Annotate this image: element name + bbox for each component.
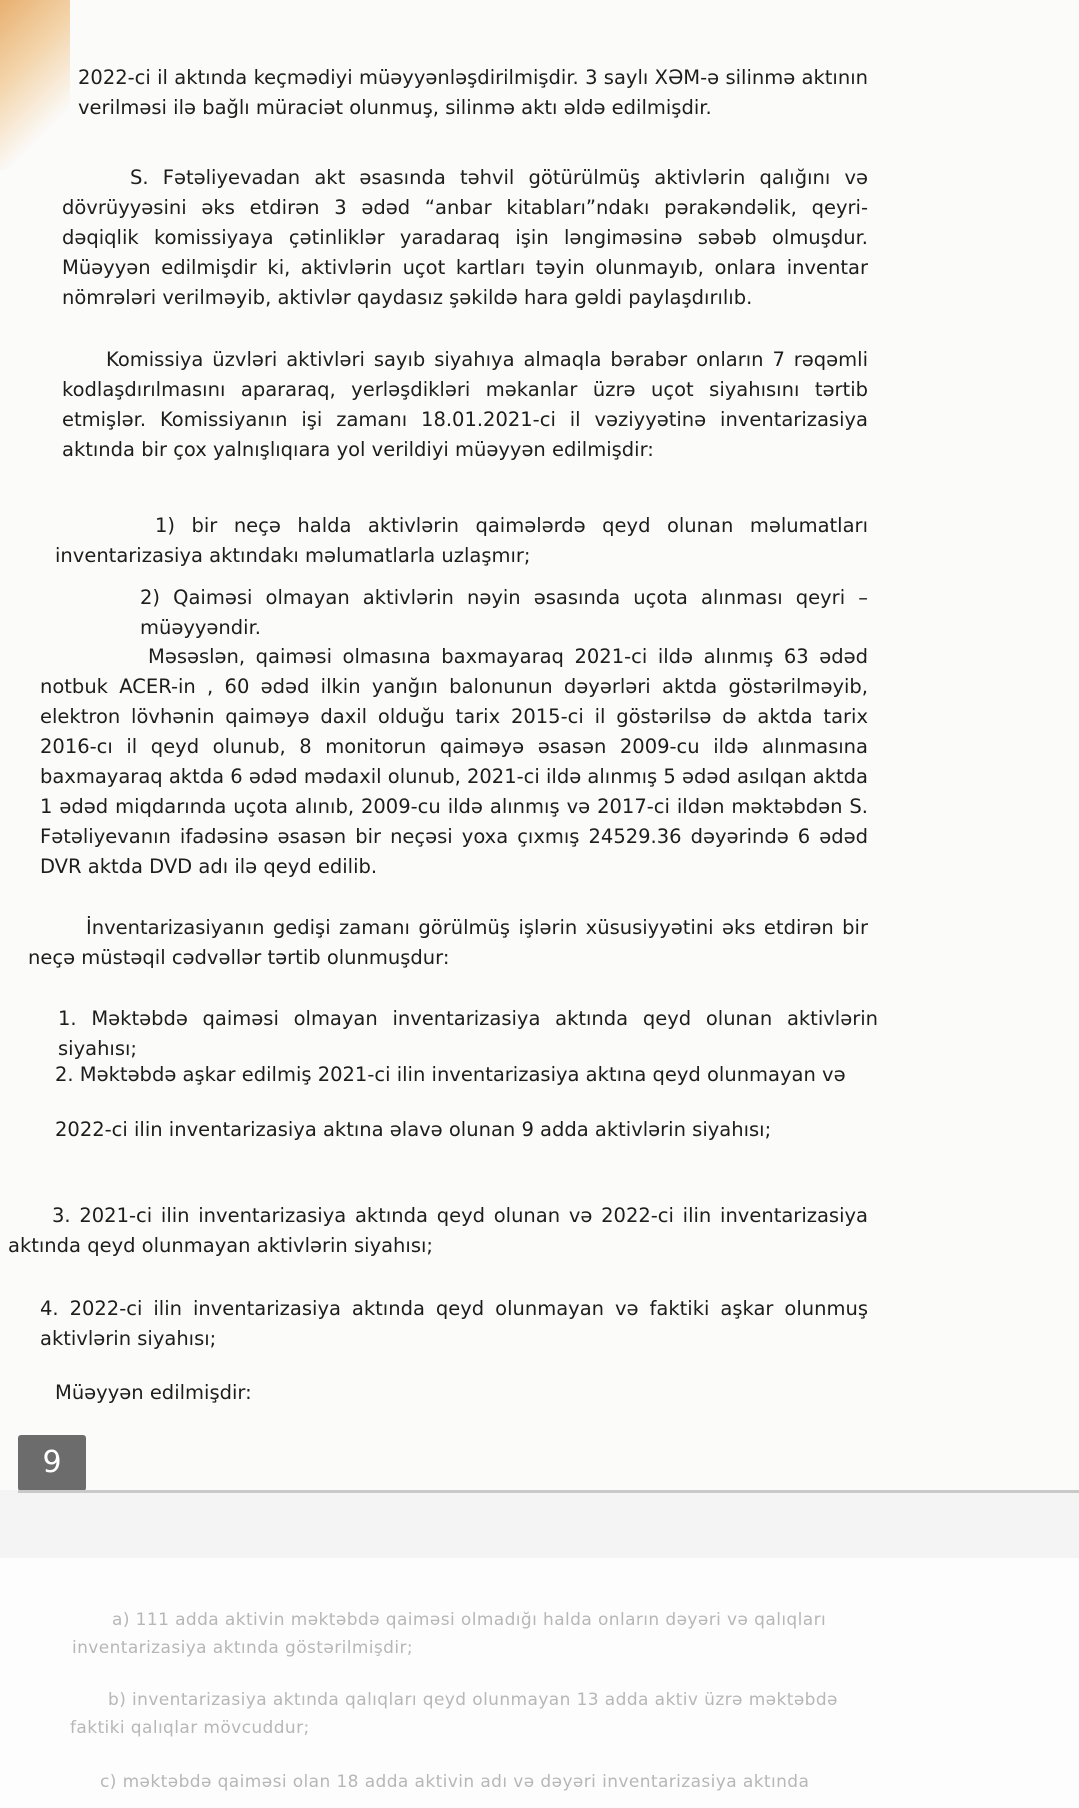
- next-page-line: c) məktəbdə qaiməsi olan 18 adda aktivin adı və dəyəri inventarizasiya aktında: [100, 1772, 810, 1792]
- next-page-line: inventarizasiya aktında göstərilmişdir;: [72, 1638, 414, 1658]
- next-page-line: b) inventarizasiya aktında qalıqları qeyd olunmayan 13 adda aktiv üzrə məktəbdə: [108, 1690, 838, 1710]
- page-fold-shadow: [0, 0, 70, 170]
- list-item-2: 2) Qaiməsi olmayan aktivlərin nəyin əsasında uçota alınması qeyri –müəyyəndir.: [140, 586, 868, 639]
- conclusion-heading: Müəyyən edilmişdir:: [55, 1381, 252, 1404]
- page-divider: [18, 1490, 1079, 1493]
- paragraph-2: S. Fətəliyevadan akt əsasında təhvil götürülmüş aktivlərin qalığını və dövrüyyəsini əks etdirən 3 ədəd “anbar kitabları”ndakı pərakəndəlik, qeyri-dəqiqlik komissiyaya çətinliklər yaradaraq işin ləngiməsinə səbəb olmuşdur. Müəyyən edilmişdir ki, aktivlərin uçot kartları təyin olunmayıb, onlara inventar nömrələri verilməyib, aktivlər qaydasız şəkildə hara gəldi paylaşdırılıb.: [62, 166, 868, 309]
- next-page-line: faktiki qalıqlar mövcuddur;: [70, 1718, 310, 1738]
- paragraph-example: Məsəslən, qaiməsi olmasına baxmayaraq 2021-ci ildə alınmış 63 ədəd notbuk ACER-in , 60 ədəd ilkin yanğın balonunun dəyərləri aktda göstərilməyib, elektron lövhənin qaiməyə daxil olduğu tarix 2015-ci il göstərilsə də aktda tarix 2016-cı il qeyd olunub, 8 monitorun qaiməyə əsasən 2009-cu ildə alınmasına baxmayaraq aktda 6 ədəd mədaxil olunub, 2021-ci ildə alınmış 5 ədəd asılqan aktda 1 ədəd miqdarında uçota alınıb, 2009-cu ildə alınmış və 2017-ci ildən məktəbdən S. Fətəliyevanın ifadəsinə əsasən bir neçəsi yoxa çıxmış 24529.36 dəyərində 6 ədəd DVR aktda DVD adı ilə qeyd edilib.: [40, 645, 868, 878]
- table-list-item-2a: 2. Məktəbdə aşkar edilmiş 2021-ci ilin inventarizasiya aktına qeyd olunmayan və: [55, 1063, 846, 1086]
- table-list-item-4: 4. 2022-ci ilin inventarizasiya aktında qeyd olunmayan və faktiki aşkar olunmuş aktivlərin siyahısı;: [40, 1297, 868, 1350]
- paragraph-3: Komissiya üzvləri aktivləri sayıb siyahıya almaqla bərabər onların 7 rəqəmli kodlaşdırılmasını apararaq, yerləşdikləri məkanlar üzrə uçot siyahısını tərtib etmişlər. Komissiyanın işi zamanı 18.01.2021-ci il vəziyyətinə inventarizasiya aktında bir çox yalnışlıqıara yol verildiyi müəyyən edilmişdir:: [62, 348, 868, 461]
- page-number-badge: 9: [18, 1435, 86, 1491]
- table-list-item-2b: 2022-ci ilin inventarizasiya aktına əlavə olunan 9 adda aktivlərin siyahısı;: [55, 1118, 772, 1141]
- paragraph-1: 2022-ci il aktında keçmədiyi müəyyənləşdirilmişdir. 3 saylı XƏM-ə silinmə aktının verilməsi ilə bağlı müraciət olunmuş, silinmə aktı əldə edilmişdir.: [78, 66, 868, 119]
- list-item-1: 1) bir neçə halda aktivlərin qaimələrdə qeyd olunan məlumatları inventarizasiya aktındakı məlumatlarla uzlaşmır;: [55, 514, 868, 567]
- table-list-item-1: 1. Məktəbdə qaiməsi olmayan inventarizasiya aktında qeyd olunan aktivlərin siyahısı;: [58, 1007, 878, 1060]
- next-page-line: a) 111 adda aktivin məktəbdə qaiməsi olmadığı halda onların dəyəri və qalıqları: [112, 1610, 827, 1630]
- table-list-item-3: 3. 2021-ci ilin inventarizasiya aktında qeyd olunan və 2022-ci ilin inventarizasiya aktında qeyd olunmayan aktivlərin siyahısı;: [8, 1204, 868, 1257]
- paragraph-tables-intro: İnventarizasiyanın gedişi zamanı görülmüş işlərin xüsusiyyətini əks etdirən bir neçə müstəqil cədvəllər tərtib olunmuşdur:: [28, 916, 868, 969]
- next-page-preview: [0, 1558, 1079, 1808]
